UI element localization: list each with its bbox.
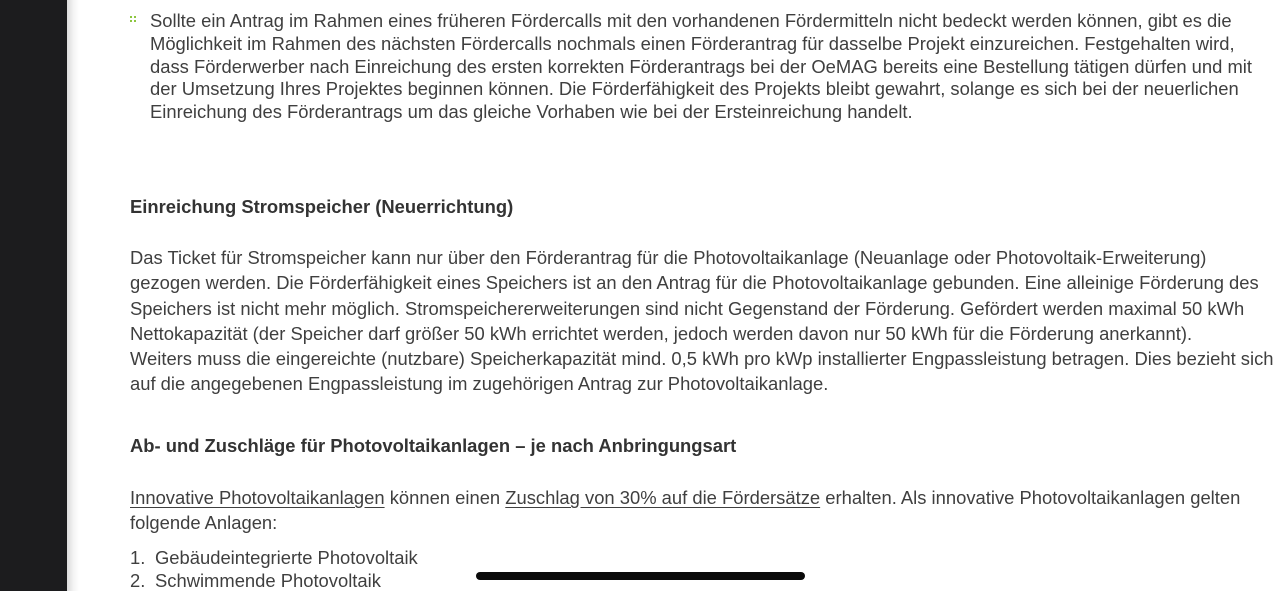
bullet-dots-icon [130,16,138,26]
stromspeicher-paragraph [130,245,1274,397]
zuschlag-link[interactable]: Zuschlag von 30% auf die Fördersätze [505,487,821,508]
list-item-text: Schwimmende Photovoltaik [155,570,381,591]
text-line: auf die angegebenen Engpassleistung im zugehörigen Antrag zur Photovoltaikanlage. [130,373,829,395]
innovative-pv-list [130,546,418,591]
left-dark-bar [0,0,67,591]
bullet-text [150,10,1252,124]
list-number: 1. [130,547,146,568]
zuschlaege-paragraph [130,485,1241,536]
text-line: Möglichkeit im Rahmen des nächsten Fördercalls nochmals einen Förderantrag für dasselbe Projekt einzureichen. Festgehalten wird, [150,32,1235,54]
page-edge-shadow [67,0,79,591]
text-line: Weiters muss die eingereichte (nutzbare) Speicherkapazität mind. 0,5 kWh pro kWp installierter Engpassleistung betragen. Dies bezieht sich [130,348,1274,370]
text-line: folgende Anlagen: [130,512,278,534]
text-line: der Umsetzung Ihres Projektes beginnen können. Die Förderfähigkeit des Projekts bleibt gewahrt, solange es sich bei der neuerlichen [150,78,1239,100]
list-item [130,569,418,591]
innovative-pv-link[interactable]: Innovative Photovoltaikanlagen [130,487,385,508]
inline-text: können einen [384,487,506,508]
list-number: 2. [130,570,146,591]
home-indicator[interactable] [476,572,805,580]
text-line: Nettokapazität (der Speicher darf größer 50 kWh errichtet werden, jedoch werden davon nur 50 kWh für die Förderung anerkannt). [130,322,1193,344]
list-item-text: Gebäudeintegrierte Photovoltaik [155,547,418,568]
text-line [130,485,1241,510]
section-heading-zuschlaege: Ab- und Zuschläge für Photovoltaikanlagen – je nach Anbringungsart [130,435,737,456]
text-line: dass Förderwerber nach Einreichung des ersten korrekten Förderantrags bei der OeMAG bereits eine Bestellung tätigen dürfen und mit [150,55,1252,77]
list-item [130,546,418,569]
text-line: gezogen werden. Die Förderfähigkeit eines Speichers ist an den Antrag für die Photovoltaikanlage gebunden. Eine alleinige Förderung des [130,272,1259,294]
text-line: Sollte ein Antrag im Rahmen eines früheren Fördercalls mit den vorhandenen Fördermitteln nicht bedeckt werden können, gibt es die [150,10,1232,31]
text-line: Das Ticket für Stromspeicher kann nur über den Förderantrag für die Photovoltaikanlage (Neuanlage oder Photovoltaik-Erweiterung) [130,247,1207,268]
section-heading-stromspeicher: Einreichung Stromspeicher (Neuerrichtung) [130,196,514,217]
inline-text: erhalten. Als innovative Photovoltaikanlagen gelten [820,487,1241,508]
text-line: Einreichung des Förderantrags um das gleiche Vorhaben wie bei der Ersteinreichung handelt. [150,101,913,123]
text-line: Speichers ist nicht mehr möglich. Stromspeichererweiterungen sind nicht Gegenstand der Förderung. Gefördert werden maximal 50 kWh [130,297,1245,319]
